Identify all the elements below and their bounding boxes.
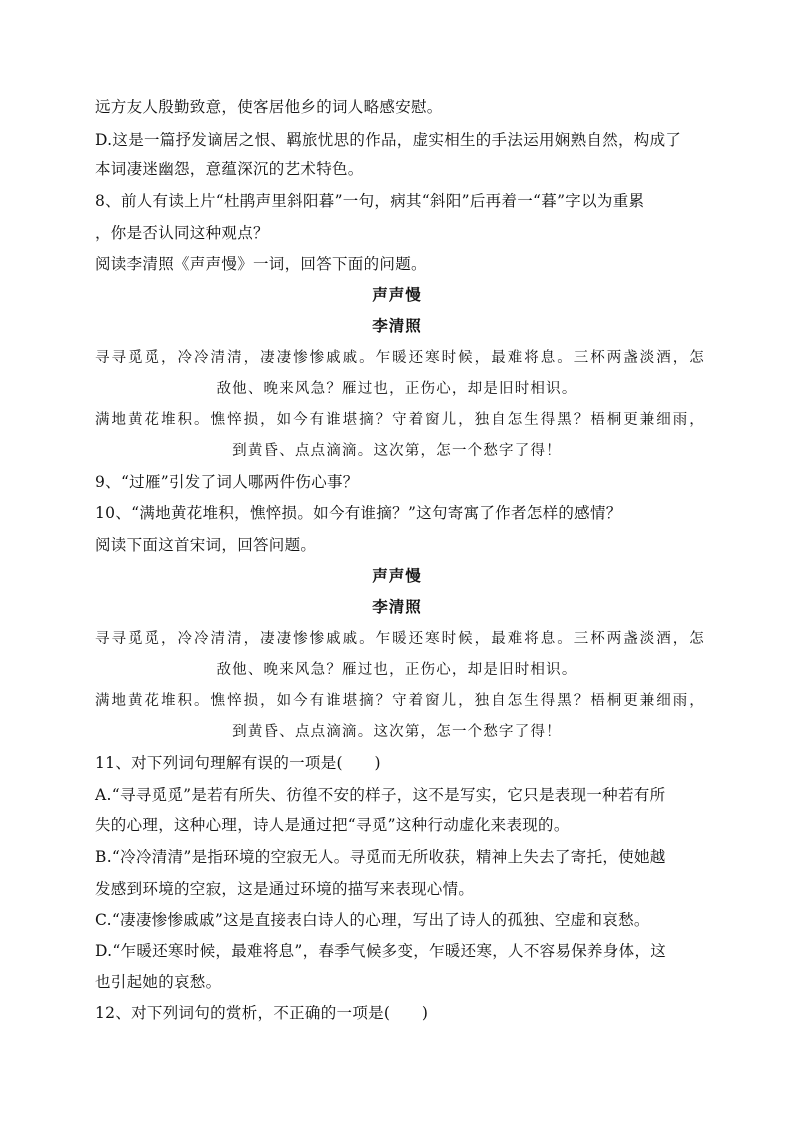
option-b: B.“冷冷清清”是指环境的空寂无人。寻觅而无所收获，精神上失去了寄托，使她越: [95, 848, 666, 866]
text-line: 本词凄迷幽怨，意蕴深沉的艺术特色。: [95, 160, 364, 178]
reading-instruction: 阅读下面这首宋词，回答问题。: [95, 536, 317, 554]
poem-author: 李清照: [372, 316, 422, 335]
poem-line: 满地黄花堆积。憔悴损，如今有谁堪摘？守着窗儿，独自怎生得黑？梧桐更兼细雨，: [95, 412, 705, 428]
text-line: 远方友人殷勤致意，使客居他乡的词人略感安慰。: [95, 98, 443, 116]
poem-line: 敌他、晚来风急？雁过也，正伤心，却是旧时相识。: [216, 662, 578, 678]
option-a-cont: 失的心理，这种心理，诗人是通过把“寻觅”这种行动虚化来表现的。: [95, 816, 570, 834]
option-b-cont: 发感到环境的空寂，这是通过环境的描写来表现心情。: [95, 880, 475, 898]
question-8: 8、前人有读上片“杜鹃声里斜阳暮”一句，病其“斜阳”后再着一“暮”字以为重累: [95, 192, 645, 210]
poem-title: 声声慢: [372, 285, 422, 304]
poem-author: 李清照: [372, 597, 422, 616]
option-a: A.“寻寻觅觅”是若有所失、彷徨不安的样子，这不是写实，它只是表现一种若有所: [95, 786, 666, 804]
poem-title: 声声慢: [372, 566, 422, 585]
question-10: 10、“满地黄花堆积，憔悴损。如今有谁摘？”这句寄寓了作者怎样的感情？: [95, 504, 622, 522]
question-11: 11、对下列词句理解有误的一项是( ): [95, 754, 381, 772]
poem-line: 寻寻觅觅，冷冷清清，凄凄惨惨戚戚。乍暖还寒时候，最难将息。三杯两盏淡酒，怎: [95, 631, 705, 647]
option-d: D.“乍暖还寒时候，最难将息”，春季气候多变，乍暖还寒，人不容易保养身体，这: [95, 942, 667, 960]
poem-line: 到黄昏、点点滴滴。这次第，怎一个愁字了得！: [232, 724, 562, 740]
poem-line: 敌他、晚来风急？雁过也，正伤心，却是旧时相识。: [216, 381, 578, 397]
option-c: C.“凄凄惨惨戚戚”这是直接表白诗人的心理，写出了诗人的孤独、空虚和哀愁。: [95, 911, 650, 929]
poem-line: 寻寻觅觅，冷冷清清，凄凄惨惨戚戚。乍暖还寒时候，最难将息。三杯两盏淡酒，怎: [95, 350, 705, 366]
question-9: 9、“过雁”引发了词人哪两件伤心事？: [95, 473, 359, 491]
poem-line: 满地黄花堆积。憔悴损，如今有谁堪摘？守着窗儿，独自怎生得黑？梧桐更兼细雨，: [95, 693, 705, 709]
question-8-cont: ，你是否认同这种观点？: [95, 224, 269, 242]
option-d-line: D.这是一篇抒发谪居之恨、羁旅忧思的作品，虚实相生的手法运用娴熟自然，构成了: [95, 131, 682, 149]
reading-instruction: 阅读李清照《声声慢》一词，回答下面的问题。: [95, 255, 427, 273]
question-12: 12、对下列词句的赏析，不正确的一项是( ): [95, 1004, 429, 1022]
option-d-cont: 也引起她的哀愁。: [95, 973, 222, 991]
poem-line: 到黄昏、点点滴滴。这次第，怎一个愁字了得！: [232, 443, 562, 459]
